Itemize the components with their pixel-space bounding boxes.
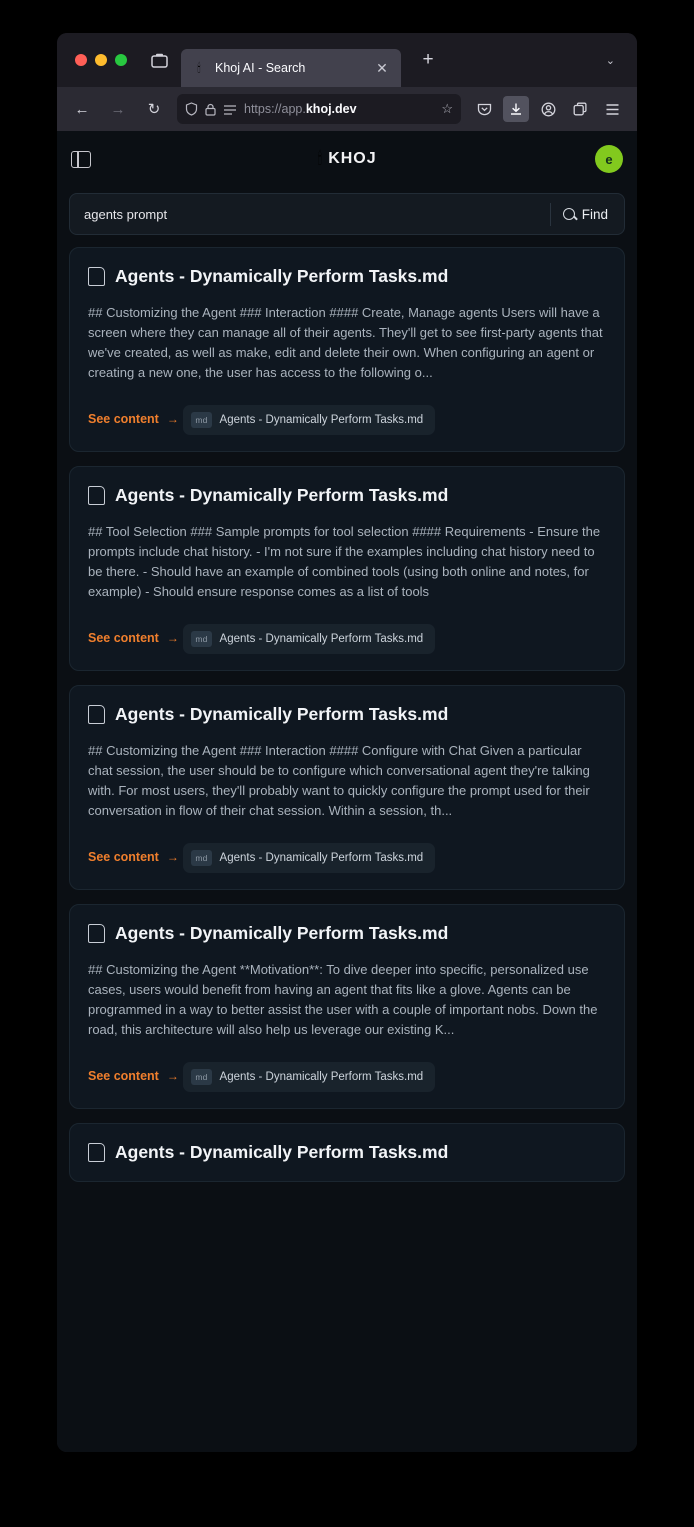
brand-name: KHOJ bbox=[328, 150, 377, 167]
see-content-label: See content bbox=[88, 1069, 159, 1083]
file-type-badge: md bbox=[191, 1069, 211, 1085]
file-name-label: Agents - Dynamically Perform Tasks.md bbox=[219, 633, 424, 645]
permissions-icon[interactable] bbox=[223, 103, 237, 115]
address-bar[interactable] bbox=[177, 94, 461, 124]
browser-window bbox=[57, 33, 637, 1452]
file-type-badge: md bbox=[191, 850, 211, 866]
arrow-right-icon: → bbox=[166, 1069, 179, 1083]
document-icon bbox=[88, 924, 105, 943]
arrow-right-icon: → bbox=[166, 412, 179, 426]
see-content-link[interactable] bbox=[88, 850, 179, 864]
minimize-window-button[interactable] bbox=[95, 54, 107, 66]
file-name-label: Agents - Dynamically Perform Tasks.md bbox=[219, 1071, 424, 1083]
url-text: https://app.khoj.dev bbox=[244, 102, 357, 116]
see-content-link[interactable] bbox=[88, 412, 179, 426]
result-title: Agents - Dynamically Perform Tasks.md bbox=[115, 923, 449, 943]
tab-overview-icon bbox=[151, 53, 168, 68]
result-card[interactable] bbox=[69, 1123, 625, 1182]
result-snippet: ## Customizing the Agent **Motivation**: To dive deeper into specific, personalized use cases, users would benefit from having an agent that fits like a glove. Agents can be programmed in a way to better assist the user with a couple of important nobs. Down the road, this architecture will also help us leverage our existing K... bbox=[88, 962, 598, 1037]
result-title: Agents - Dynamically Perform Tasks.md bbox=[115, 704, 449, 724]
result-title: Agents - Dynamically Perform Tasks.md bbox=[115, 266, 449, 286]
tab-list-icon[interactable] bbox=[143, 45, 175, 75]
result-card-header bbox=[88, 1142, 606, 1163]
close-window-button[interactable] bbox=[75, 54, 87, 66]
result-card[interactable] bbox=[69, 466, 625, 671]
file-name-label: Agents - Dynamically Perform Tasks.md bbox=[219, 852, 424, 864]
arrow-right-icon: → bbox=[166, 850, 179, 864]
document-icon bbox=[88, 267, 105, 286]
browser-navbar bbox=[57, 87, 637, 131]
lock-icon[interactable] bbox=[205, 103, 216, 116]
web-page-content bbox=[57, 131, 637, 1452]
see-content-label: See content bbox=[88, 850, 159, 864]
navbar-right-tools bbox=[471, 96, 625, 122]
khoj-logo-icon: 🕯 bbox=[317, 149, 323, 168]
result-snippet: ## Customizing the Agent ### Interaction #### Create, Manage agents Users will have a screen where they can manage all of their agents. They'll get to see first-party agents that we've created, as well as make, edit and delete their own. When configuring an agent or creating a new one, the user has access to the following o... bbox=[88, 305, 603, 380]
result-title: Agents - Dynamically Perform Tasks.md bbox=[115, 485, 449, 505]
document-icon bbox=[88, 486, 105, 505]
result-card[interactable] bbox=[69, 685, 625, 890]
browser-tabstrip bbox=[57, 33, 637, 87]
khoj-brand bbox=[57, 149, 637, 169]
file-type-badge: md bbox=[191, 412, 211, 428]
avatar[interactable]: e bbox=[595, 145, 623, 173]
new-tab-button[interactable]: + bbox=[422, 49, 434, 70]
result-card-header bbox=[88, 923, 606, 944]
extensions-icon[interactable] bbox=[567, 96, 593, 122]
see-content-label: See content bbox=[88, 412, 159, 426]
arrow-right-icon: → bbox=[166, 631, 179, 645]
chevron-down-icon[interactable]: ⌄ bbox=[605, 54, 615, 67]
see-content-link[interactable] bbox=[88, 631, 179, 645]
see-content-link[interactable] bbox=[88, 1069, 179, 1083]
source-file-chip[interactable] bbox=[183, 624, 435, 654]
khoj-favicon-icon: 🕯 bbox=[197, 60, 201, 75]
result-card[interactable] bbox=[69, 904, 625, 1109]
reload-button[interactable]: ↻ bbox=[147, 101, 161, 118]
file-name-label: Agents - Dynamically Perform Tasks.md bbox=[219, 414, 424, 426]
search-row bbox=[57, 187, 637, 235]
source-file-chip[interactable] bbox=[183, 843, 435, 873]
search-bar[interactable] bbox=[69, 193, 625, 235]
document-icon bbox=[88, 705, 105, 724]
downloads-icon[interactable] bbox=[503, 96, 529, 122]
tab-close-icon[interactable]: ✕ bbox=[376, 60, 388, 76]
search-input[interactable]: agents prompt bbox=[84, 206, 168, 222]
result-card-header bbox=[88, 485, 606, 506]
find-label: Find bbox=[581, 206, 608, 222]
forward-button[interactable]: → bbox=[110, 100, 126, 118]
window-traffic-lights bbox=[67, 54, 127, 66]
search-icon bbox=[563, 208, 575, 220]
tab-title: Khoj AI - Search bbox=[215, 61, 306, 75]
pocket-icon[interactable] bbox=[471, 96, 497, 122]
source-file-chip[interactable] bbox=[183, 1062, 435, 1092]
result-card-header bbox=[88, 704, 606, 725]
result-title: Agents - Dynamically Perform Tasks.md bbox=[115, 1142, 449, 1162]
bookmark-star-icon[interactable]: ☆ bbox=[441, 101, 453, 116]
document-icon bbox=[88, 1143, 105, 1162]
result-snippet: ## Customizing the Agent ### Interaction #### Configure with Chat Given a particular chat session, the user should be to configure which conversational agent they're talking with. For most users, they'll probably want to quickly configure the prompt used for their conversation in flow of their chat session. Within a session, th... bbox=[88, 743, 590, 818]
maximize-window-button[interactable] bbox=[115, 54, 127, 66]
khoj-app-header bbox=[57, 131, 637, 187]
source-file-chip[interactable] bbox=[183, 405, 435, 435]
sidebar-toggle-icon[interactable] bbox=[71, 151, 91, 168]
search-results-list bbox=[57, 235, 637, 1452]
account-icon[interactable] bbox=[535, 96, 561, 122]
app-menu-icon[interactable] bbox=[599, 96, 625, 122]
result-card-header bbox=[88, 266, 606, 287]
shield-icon[interactable] bbox=[185, 102, 198, 116]
browser-tab[interactable] bbox=[181, 49, 401, 87]
result-card[interactable] bbox=[69, 247, 625, 452]
file-type-badge: md bbox=[191, 631, 211, 647]
see-content-label: See content bbox=[88, 631, 159, 645]
back-button[interactable]: ← bbox=[74, 100, 90, 118]
result-snippet: ## Tool Selection ### Sample prompts for tool selection #### Requirements - Ensure the prompts include chat history. - I'm not sure if the examples including chat history need to be there. - Should have an example of combined tools (using both online and notes, for example) - Should ensure response comes as a list of tools bbox=[88, 524, 601, 599]
find-button[interactable] bbox=[550, 203, 618, 226]
